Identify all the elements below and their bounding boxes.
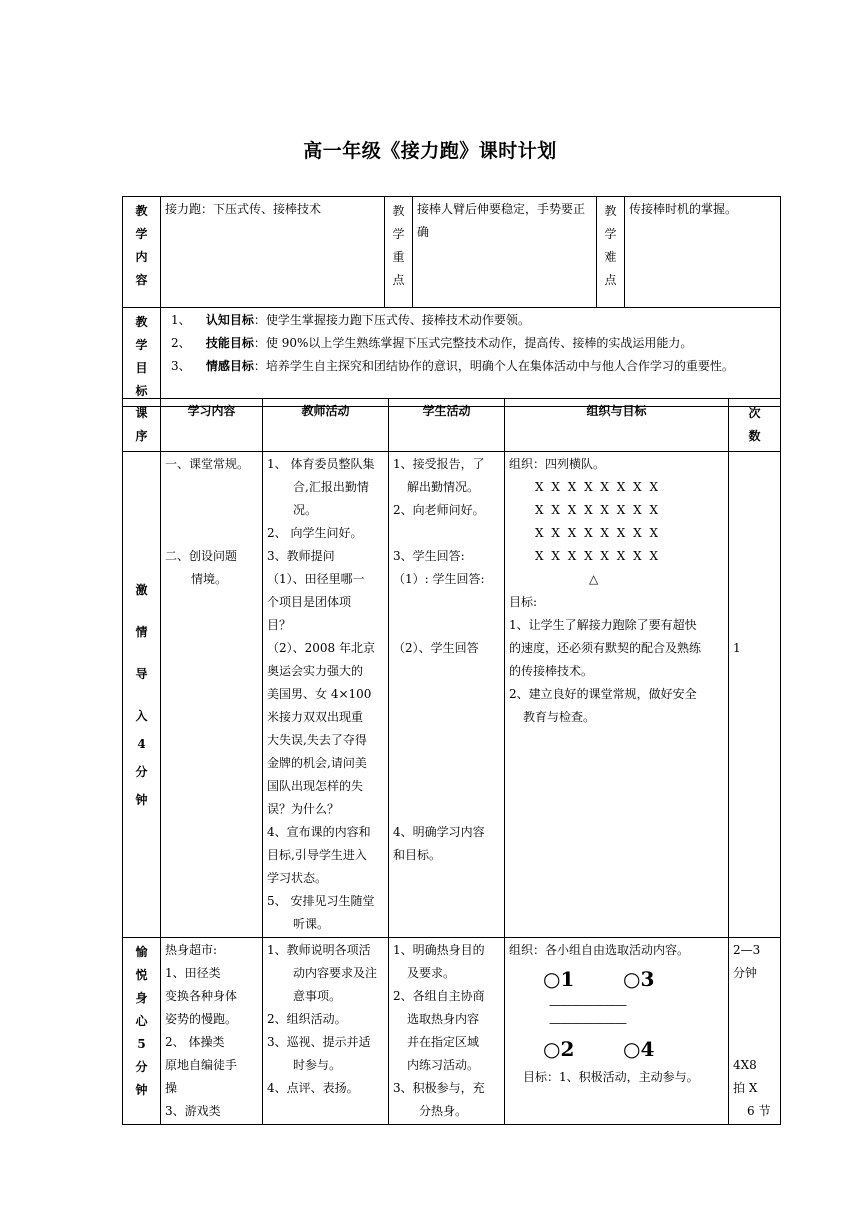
- difficulty-label: 教学难点: [597, 197, 625, 308]
- section1-content: 一、课堂常规。 二、创设问题 情境。: [161, 452, 263, 938]
- section2-teacher: 1、教师说明各项活 动内容要求及注 意事项。 2、组织活动。 3、巡视、提示并适 时参与。 4、点评、表扬。: [263, 938, 389, 1125]
- section2-student: 1、明确热身目的 及要求。 2、各组自主协商 选取热身内容 并在指定区域 内练习活动。 3、积极参与，充 分热身。: [389, 938, 505, 1125]
- group-circles-bottom: [509, 1032, 724, 1066]
- divider-line: ———————: [549, 1016, 626, 1030]
- goal-item: 1、 认知目标：使学生掌握接力跑下压式传、接棒技术动作要领。: [171, 313, 530, 327]
- header-org: 组织与目标: [505, 399, 729, 452]
- section1-teacher: 1、 体育委员整队集 合,汇报出勤情 况。 2、 向学生问好。 3、教师提问 （1）、田径里哪一 个项目是团体项 目？ （2）、2008 年北京 奥运会实力强大的 美国男、女 4×100 米接力双双出现重 大失误,失去了夺得 金牌的机会,请问美 国队出现怎样的失 误？为什么？ 4、宣布课的内容和 目标,引导学生进入 学习状态。 5、 安排见习生随堂 听课。: [263, 452, 389, 938]
- teacher-triangle-icon: △: [589, 572, 599, 586]
- teaching-goals-text: [161, 308, 781, 407]
- formation-row: X X X X X X X X: [535, 480, 661, 494]
- header-count: 次 数: [729, 399, 781, 452]
- header-phase: 课 序: [123, 399, 161, 452]
- key-points-text: 接棒人臂后伸要稳定，手势要正确: [413, 197, 597, 308]
- section1-org: 组织：四列横队。 X X X X X X X X X X X X X X X X X X X X X X X X X X X X X X X X △ 目标: 1、让学生了解接力跑除了要有超快 的速度，还必须有默契的配合及熟练 的传接棒技术。 2、建立良好的课堂常规，做好安全 教育与检查。: [505, 452, 729, 938]
- divider-line: ———————: [549, 998, 626, 1012]
- section2-phase: 愉 悦 身 心 5 分 钟: [123, 938, 161, 1125]
- key-points-label: 教学重点: [385, 197, 413, 308]
- section1-count: 1: [729, 452, 781, 938]
- group-circle-icon: ○3: [623, 967, 655, 991]
- section2-count: 2—3 分钟 4X8 拍 X 6 节: [729, 938, 781, 1125]
- teaching-goals-label: 教 学 目 标: [123, 308, 161, 407]
- section2-content: 热身超市: 1、田径类 变换各种身体 姿势的慢跑。 2、 体操类 原地自编徒手 操 3、游戏类: [161, 938, 263, 1125]
- teaching-content-text: 接力跑：下压式传、接棒技术: [161, 197, 385, 308]
- teaching-content-label: 教 学 内 容: [123, 197, 161, 308]
- section1-phase: 激 情 导 入 4 分 钟: [123, 452, 161, 938]
- header-teacher: 教师活动: [263, 399, 389, 452]
- lesson-plan-table: [122, 398, 781, 1125]
- group-circles-top: [509, 962, 724, 996]
- formation-row: X X X X X X X X: [535, 526, 661, 540]
- section1-student: 1、接受报告，了 解出勤情况。 2、向老师问好。 3、学生回答: （1）: 学生回答: （2）、学生回答 4、明确学习内容 和目标。: [389, 452, 505, 938]
- group-circle-icon: ○1: [543, 967, 575, 991]
- formation-row: X X X X X X X X: [535, 503, 661, 517]
- section2-org: 组织：各小组自由选取活动内容。 ○1 ○3 ——————— ——————— ○2 ○4 目标：1、积极活动，主动参与。: [505, 938, 729, 1125]
- formation-row: X X X X X X X X: [535, 549, 661, 563]
- page-title: 高一年级《接力跑》课时计划: [303, 140, 557, 162]
- group-circle-icon: ○4: [623, 1037, 655, 1061]
- lesson-info-table: [122, 196, 781, 407]
- goal-item: 2、 技能目标：使 90%以上学生熟练掌握下压式完整技术动作，提高传、接棒的实战运用能力。: [171, 336, 693, 350]
- header-student: 学生活动: [389, 399, 505, 452]
- group-circle-icon: ○2: [543, 1037, 575, 1061]
- difficulty-text: 传接棒时机的掌握。: [625, 197, 781, 308]
- goal-item: 3、 情感目标：培养学生自主探究和团结协作的意识，明确个人在集体活动中与他人合作学习的重要性。: [171, 359, 734, 373]
- header-content: 学习内容: [161, 399, 263, 452]
